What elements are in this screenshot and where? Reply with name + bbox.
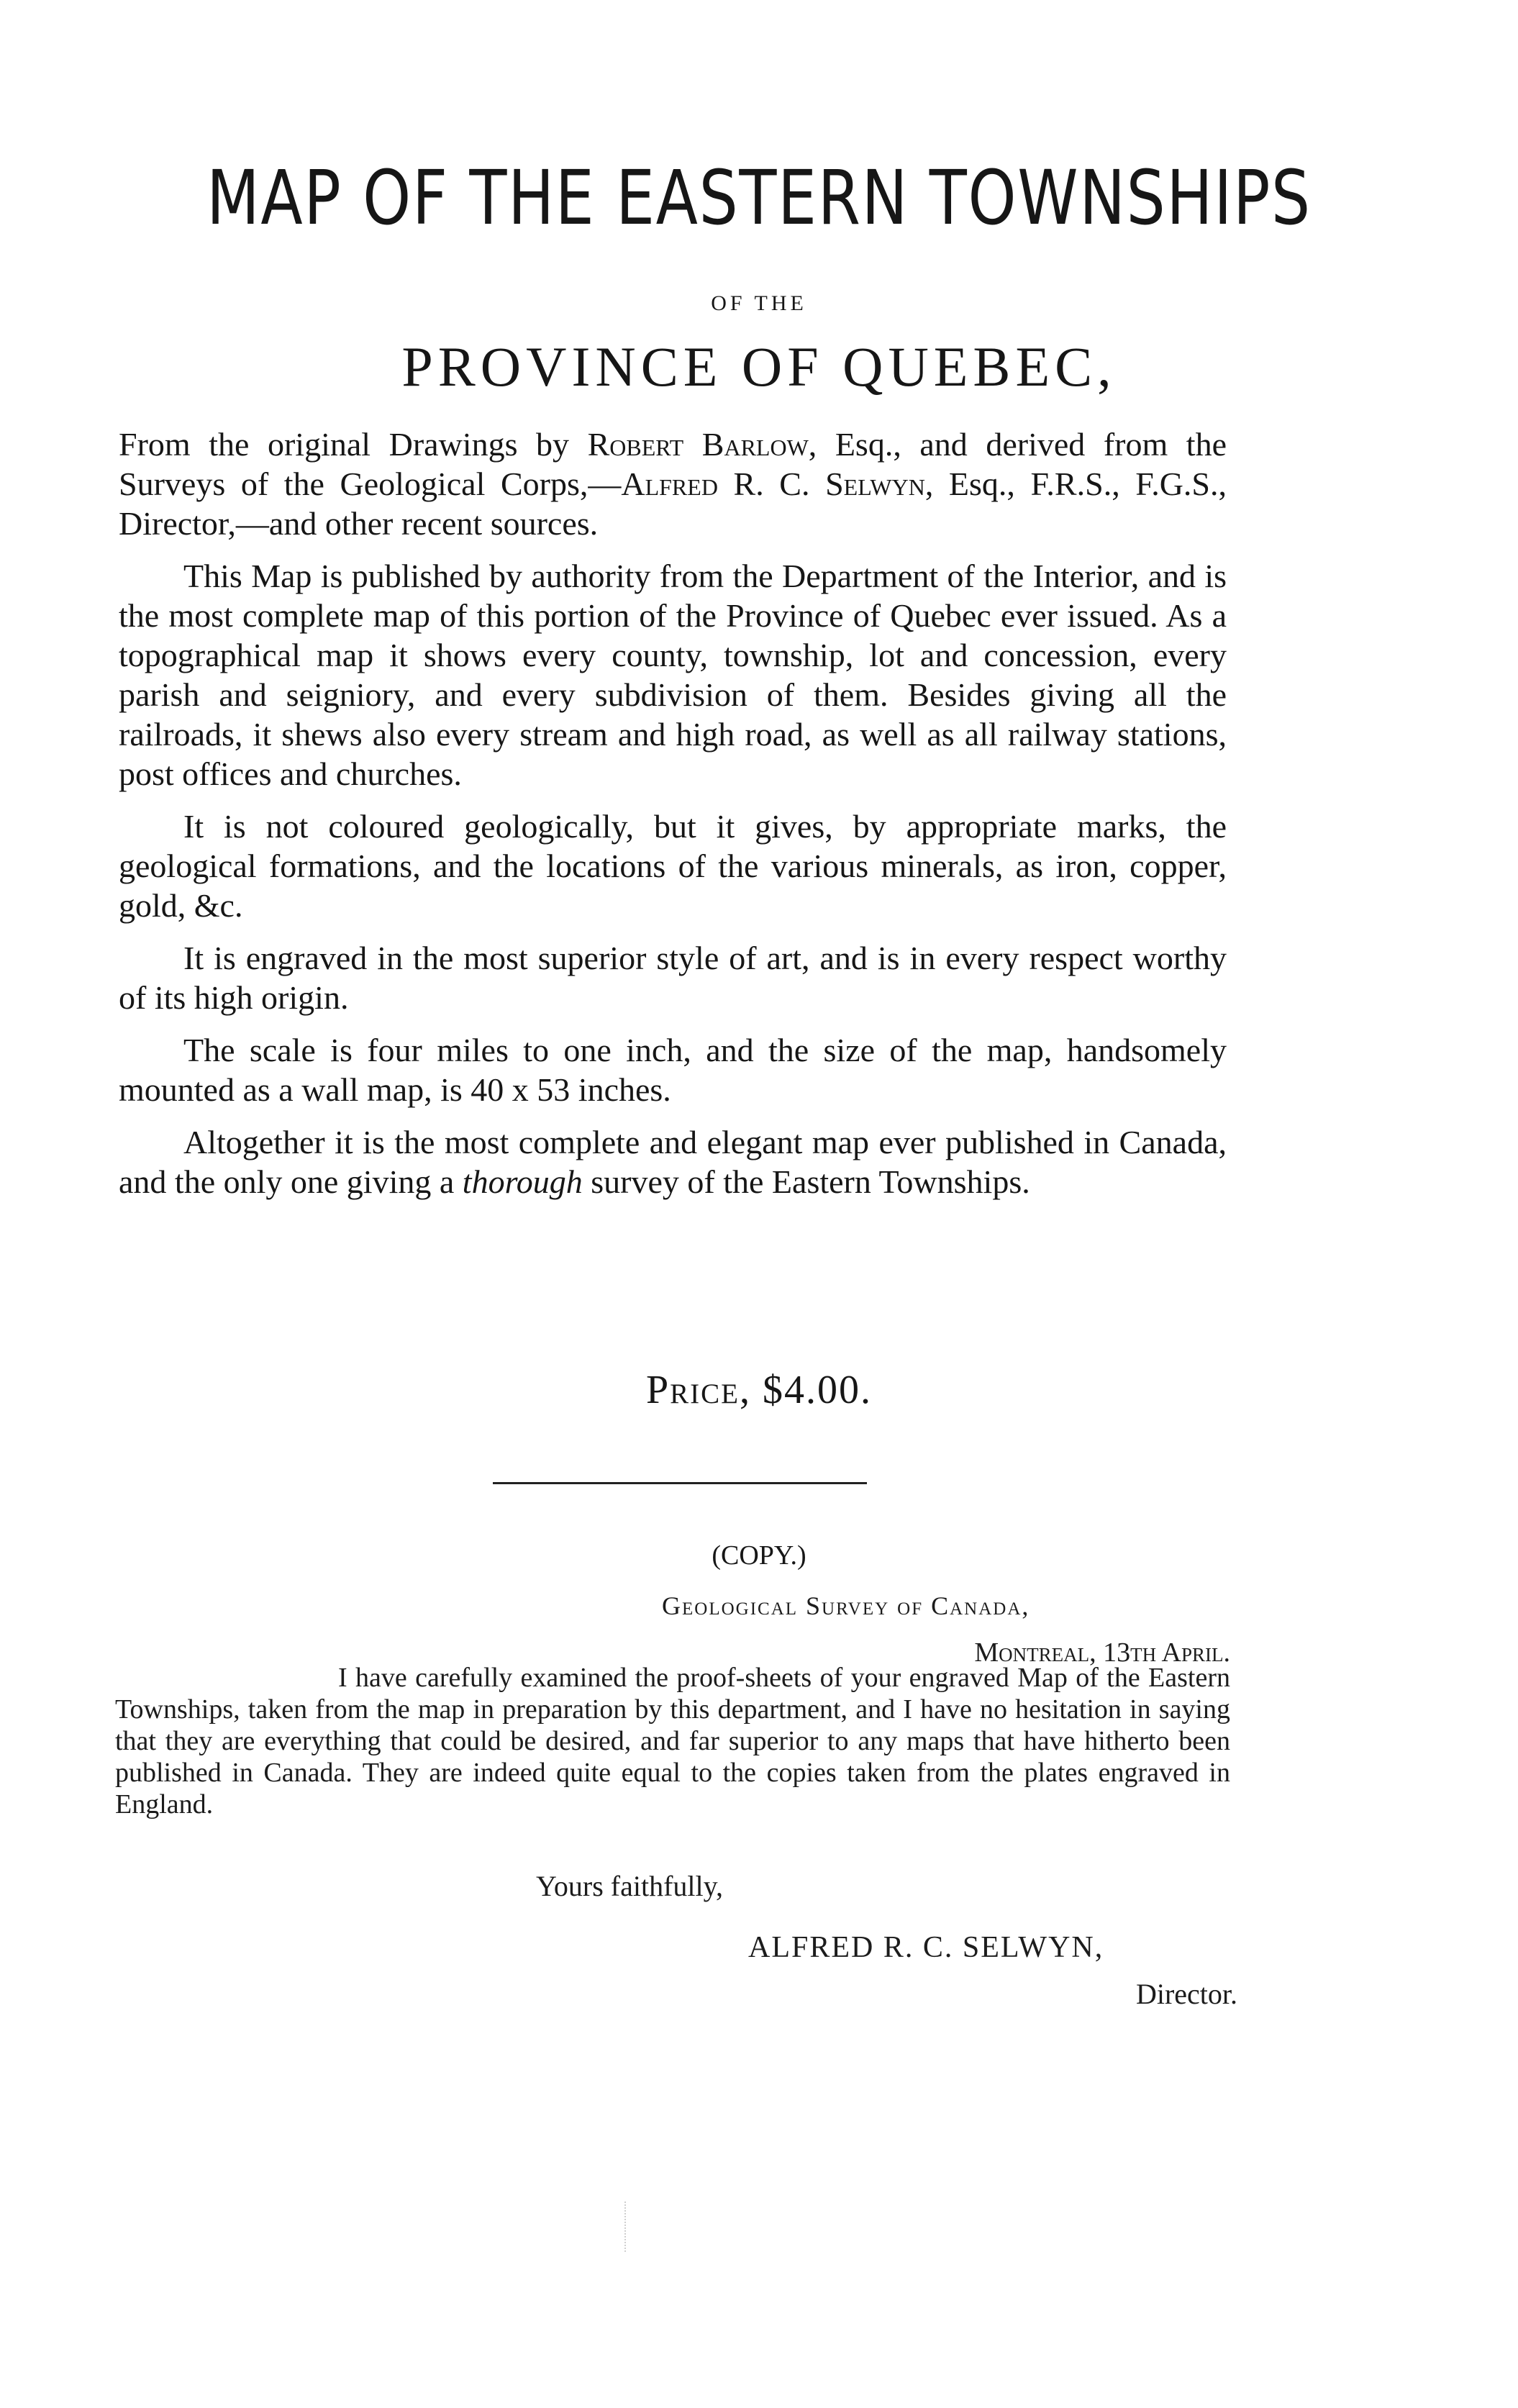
paper-speck [624,2202,627,2252]
author-name: Robert Barlow [587,426,809,463]
subtitle-province: PROVINCE OF QUEBEC, [401,335,1117,398]
paragraph-geology: It is not coloured geologically, but it gives, by appropriate marks, the geological formations, and the locations of the various minerals, as iron, copper, gold, &c. [119,808,1227,924]
subtitle-of-the: OF THE [711,291,807,315]
paragraph-sources-text-c: , Esq., F.R.S., F.G.S., Director,—and other recent sources. [119,465,1227,542]
letter-signature: ALFRED R. C. SELWYN, [748,1931,1104,1964]
paragraph-sources-text-b: , Esq., and derived from the Surveys of the Geological Corps,— [119,426,1227,502]
paragraph-authority: This Map is published by authority from the Department of the Interior, and is the most complete map of this portion of the Province of Quebec ever issued. As a topographical map it shows every county, township, lot and concession, every parish and seigniory, and every subdivision of them. Besides giving all the railroads, it shews also every stream and high road, as well as all railway stations, post offices and churches. [119,558,1227,792]
letter-organization: Geological Survey of Canada, [662,1591,1030,1620]
paragraph-summary-text-a: Altogether it is the most complete and elegant map ever published in Canada, and the only one giving a [119,1124,1227,1200]
emphasis-thorough: thorough [462,1163,583,1200]
letter-text: I have carefully examined the proof-sheets of your engraved Map of the Eastern Townships, taken from the map in preparation by this department, and I have no hesitation in saying that they are everything that could be desired, and far superior to any maps that have hitherto been published in Canada. They are indeed quite equal to the copies taken from the plates engraved in England. [115,1663,1230,1819]
letter-place-date: Montreal, 13th April. [974,1637,1230,1668]
paragraph-sources-text-a: From the original Drawings by [119,426,588,463]
paragraph-scale: The scale is four miles to one inch, and the size of the map, handsomely mounted as a wall map, is 40 x 53 inches. [119,1032,1227,1108]
price-label: Price, $4.00. [646,1368,872,1412]
paragraph-summary [119,1122,1227,1201]
paragraph-summary-text-b: survey of the Eastern Townships. [582,1163,1030,1200]
copy-label: (COPY.) [712,1540,806,1571]
letter-closing: Yours faithfully, [536,1870,724,1902]
letter-signer-role: Director. [1135,1978,1237,2010]
letter-body [115,1662,1230,1820]
section-divider [493,1482,867,1484]
page-title: MAP OF THE EASTERN TOWNSHIPS [206,154,1312,242]
description-body [119,424,1227,1214]
director-name: Alfred R. C. Selwyn [621,465,925,502]
paragraph-sources [119,424,1227,543]
paragraph-engraving: It is engraved in the most superior style of art, and is in every respect worthy of its high origin. [119,940,1227,1016]
